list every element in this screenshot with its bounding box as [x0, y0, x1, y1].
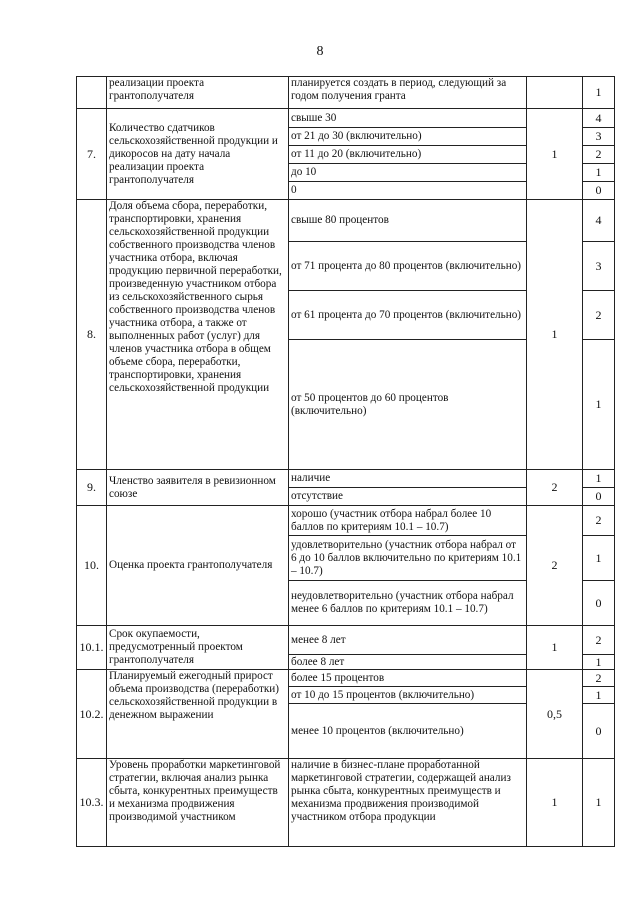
option-cell: от 50 процентов до 60 процентов (включительно)	[289, 340, 527, 470]
score-cell: 1	[583, 470, 615, 488]
criterion-cell: реализации проекта грантополучателя	[107, 77, 289, 109]
option-cell: хорошо (участник отбора набрал более 10 баллов по критериям 10.1 – 10.7)	[289, 506, 527, 536]
score-cell: 0	[583, 581, 615, 626]
score-cell: 0	[583, 182, 615, 200]
score-cell: 2	[583, 506, 615, 536]
weight-cell: 1	[527, 759, 583, 847]
weight-cell: 1	[527, 109, 583, 200]
score-cell: 2	[583, 291, 615, 340]
score-cell: 1	[583, 759, 615, 847]
score-cell: 4	[583, 109, 615, 128]
criterion-cell: Доля объема сбора, переработки, транспортировки, хранения сельскохозяйственной продукции собственного производства членов участника отбора, включая продукцию первичной переработки, произведенную участником отбора из сельскохозяйственного сырья собственного производства членов участника отбора, а также от выполненных работ (услуг) для членов участника отбора в общем объеме сбора, переработки, транспортировки, хранения сельскохозяйственной продукции	[107, 200, 289, 470]
option-cell: неудовлетворительно (участник отбора набрал менее 6 баллов по критериям 10.1 – 10.7)	[289, 581, 527, 626]
score-cell: 2	[583, 670, 615, 687]
option-cell: свыше 30	[289, 109, 527, 128]
option-cell: 0	[289, 182, 527, 200]
option-cell: удовлетворительно (участник отбора набрал от 6 до 10 баллов включительно по критериям 10.1 – 10.7)	[289, 536, 527, 581]
num-cell: 8.	[77, 200, 107, 470]
score-cell: 4	[583, 200, 615, 242]
option-cell: от 21 до 30 (включительно)	[289, 128, 527, 146]
option-cell: более 15 процентов	[289, 670, 527, 687]
option-cell: наличие в бизнес-плане проработанной маркетинговой стратегии, содержащей анализ рынка сбыта, конкурентных преимуществ и механизма продвижения производимой участником отбора продукции	[289, 759, 527, 847]
num-cell: 10.3.	[77, 759, 107, 847]
table-row	[77, 200, 615, 242]
criterion-cell: Оценка проекта грантополучателя	[107, 506, 289, 626]
criterion-cell: Планируемый ежегодный прирост объема производства (переработки) сельскохозяйственной продукции в денежном выражении	[107, 670, 289, 759]
num-cell: 10.1.	[77, 626, 107, 670]
weight-cell	[527, 77, 583, 109]
score-cell: 0	[583, 704, 615, 759]
num-cell: 9.	[77, 470, 107, 506]
option-cell: наличие	[289, 470, 527, 488]
score-cell: 2	[583, 146, 615, 164]
option-cell: менее 8 лет	[289, 626, 527, 655]
option-cell: от 10 до 15 процентов (включительно)	[289, 687, 527, 704]
weight-cell: 1	[527, 200, 583, 470]
criterion-cell: Членство заявителя в ревизионном союзе	[107, 470, 289, 506]
score-cell: 1	[583, 687, 615, 704]
criterion-cell: Уровень проработки маркетинговой стратегии, включая анализ рынка сбыта, конкурентных преимуществ и механизма продвижения производимой участником	[107, 759, 289, 847]
option-cell: более 8 лет	[289, 655, 527, 670]
num-cell: 10.	[77, 506, 107, 626]
option-cell: планируется создать в период, следующий за годом получения гранта	[289, 77, 527, 109]
option-cell: свыше 80 процентов	[289, 200, 527, 242]
table-row	[77, 109, 615, 128]
score-cell: 3	[583, 242, 615, 291]
score-cell: 1	[583, 164, 615, 182]
num-cell	[77, 77, 107, 109]
option-cell: от 11 до 20 (включительно)	[289, 146, 527, 164]
option-cell: от 71 процента до 80 процентов (включительно)	[289, 242, 527, 291]
criteria-table	[76, 76, 615, 847]
score-cell: 1	[583, 340, 615, 470]
page-number: 8	[316, 44, 324, 59]
table-row	[77, 470, 615, 488]
score-cell: 3	[583, 128, 615, 146]
option-cell: от 61 процента до 70 процентов (включительно)	[289, 291, 527, 340]
criterion-cell: Срок окупаемости, предусмотренный проектом грантополучателя	[107, 626, 289, 670]
table-row	[77, 670, 615, 687]
weight-cell: 0,5	[527, 670, 583, 759]
criterion-cell: Количество сдатчиков сельскохозяйственной продукции и дикоросов на дату начала реализации проекта грантополучателя	[107, 109, 289, 200]
score-cell: 2	[583, 626, 615, 655]
option-cell: до 10	[289, 164, 527, 182]
table-row	[77, 506, 615, 536]
score-cell: 1	[583, 77, 615, 109]
table-row	[77, 759, 615, 847]
option-cell: менее 10 процентов (включительно)	[289, 704, 527, 759]
weight-cell: 2	[527, 470, 583, 506]
table-row	[77, 626, 615, 655]
score-cell: 1	[583, 536, 615, 581]
table-row	[77, 77, 615, 109]
option-cell: отсутствие	[289, 488, 527, 506]
num-cell: 7.	[77, 109, 107, 200]
weight-cell: 1	[527, 626, 583, 670]
num-cell: 10.2.	[77, 670, 107, 759]
score-cell: 1	[583, 655, 615, 670]
score-cell: 0	[583, 488, 615, 506]
weight-cell: 2	[527, 506, 583, 626]
